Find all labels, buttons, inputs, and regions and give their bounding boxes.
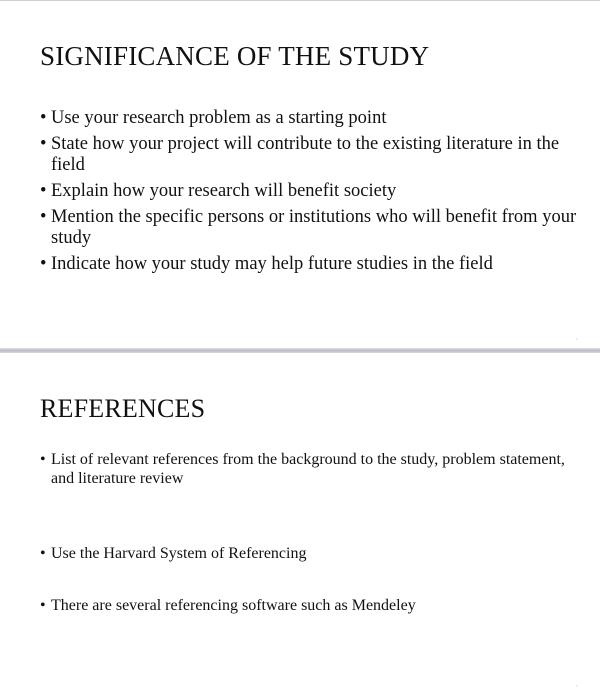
bullet-item <box>40 108 580 129</box>
bullet-text: State how your project will contribute to the existing literature in the field <box>51 134 560 175</box>
bullet-dot-icon: • <box>40 108 47 128</box>
bullet-item <box>40 544 571 563</box>
bullet-dot-icon: • <box>40 181 47 201</box>
page-mark: ▫ <box>575 684 578 690</box>
bullet-item <box>40 134 580 176</box>
bullet-text: Use your research problem as a starting point <box>51 108 387 128</box>
bullet-dot-icon: • <box>40 451 46 468</box>
bullet-item <box>40 254 580 275</box>
bullet-dot-icon: • <box>40 134 47 154</box>
bullet-item <box>40 450 571 488</box>
bullet-dot-icon: • <box>40 597 46 614</box>
bullet-item <box>40 596 571 615</box>
bullet-dot-icon: • <box>40 254 47 274</box>
slide-references <box>0 354 600 700</box>
slide-divider <box>0 348 600 353</box>
bullet-list <box>40 108 580 280</box>
bullet-text: Explain how your research will benefit society <box>51 181 397 201</box>
bullet-dot-icon: • <box>40 207 47 227</box>
bullet-item <box>40 207 580 249</box>
slide-title: REFERENCES <box>40 394 206 423</box>
bullet-text: There are several referencing software such as Mendeley <box>51 597 416 614</box>
bullet-text: Use the Harvard System of Referencing <box>51 545 307 562</box>
bullet-dot-icon: • <box>40 545 46 562</box>
bullet-text: Indicate how your study may help future studies in the field <box>51 254 493 274</box>
bullet-text: List of relevant references from the background to the study, problem statement, and literature review <box>51 451 565 487</box>
page-mark: ▫ <box>575 337 578 343</box>
bullet-item <box>40 181 580 202</box>
slide-title: SIGNIFICANCE OF THE STUDY <box>40 41 430 71</box>
bullet-text: Mention the specific persons or institutions who will benefit from your study <box>51 207 577 248</box>
